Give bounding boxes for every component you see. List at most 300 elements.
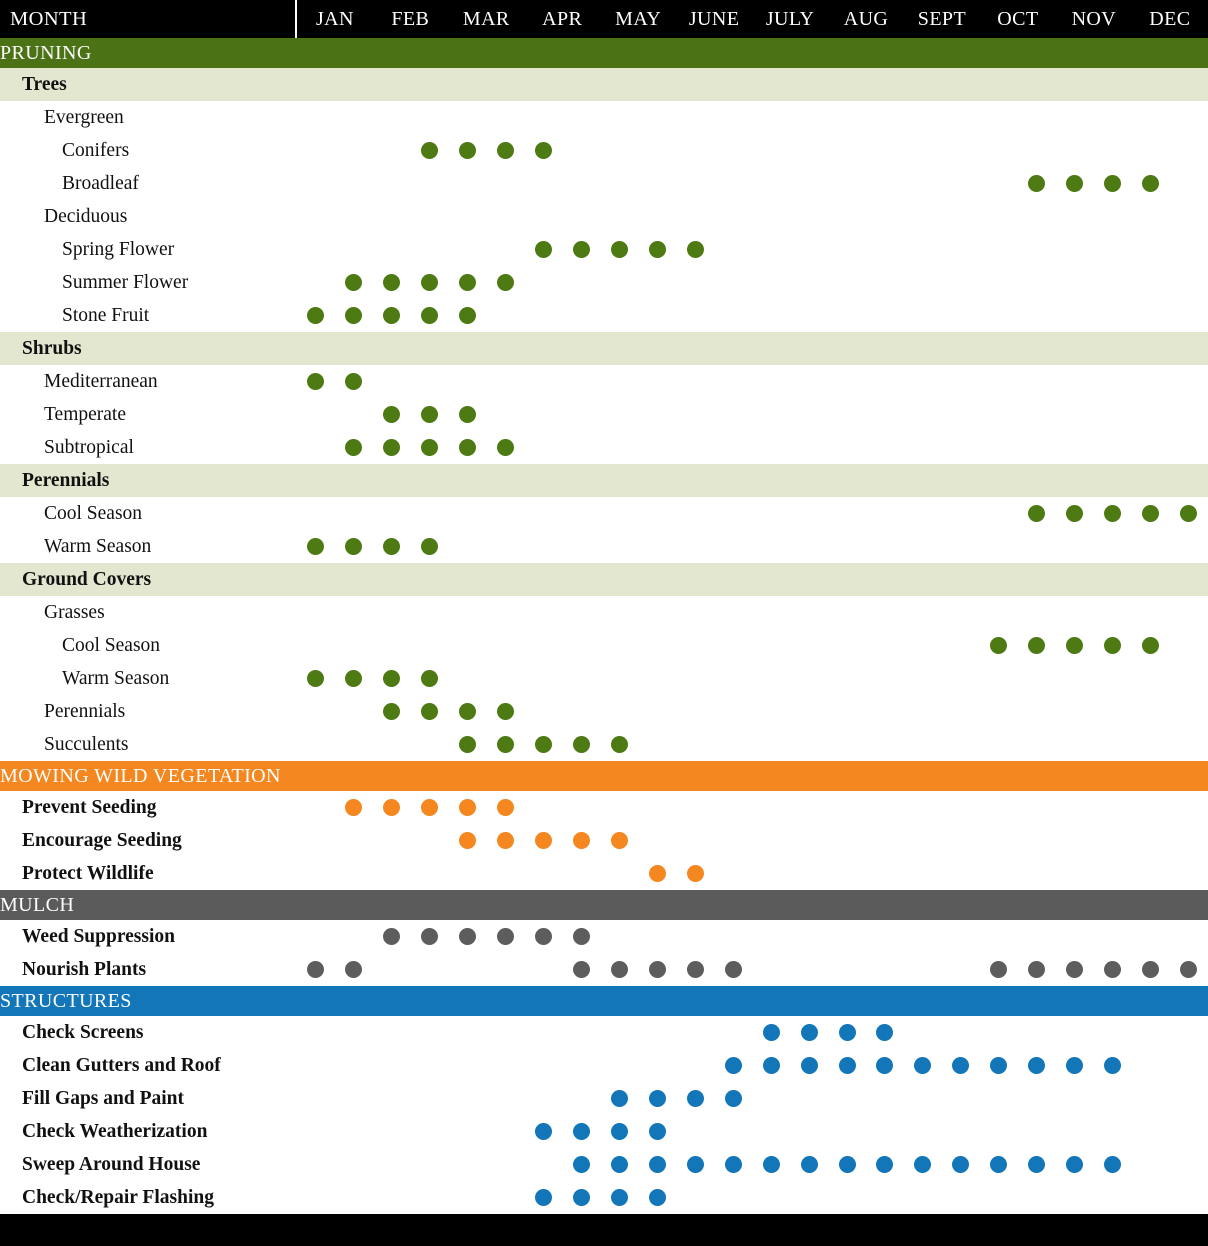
calendar-cell[interactable] xyxy=(296,365,334,398)
calendar-cell[interactable] xyxy=(714,497,752,530)
calendar-cell[interactable] xyxy=(334,791,372,824)
calendar-cell[interactable] xyxy=(676,791,714,824)
calendar-cell[interactable] xyxy=(1170,299,1208,332)
calendar-cell[interactable] xyxy=(486,1181,524,1214)
calendar-cell[interactable] xyxy=(714,662,752,695)
calendar-cell[interactable] xyxy=(638,530,676,563)
calendar-cell[interactable] xyxy=(980,398,1018,431)
calendar-cell[interactable] xyxy=(904,1049,942,1082)
calendar-cell[interactable] xyxy=(942,299,980,332)
calendar-cell[interactable] xyxy=(1094,662,1132,695)
calendar-cell[interactable] xyxy=(410,431,448,464)
calendar-cell[interactable] xyxy=(752,1115,790,1148)
calendar-cell[interactable] xyxy=(562,953,600,986)
calendar-cell[interactable] xyxy=(334,431,372,464)
calendar-cell[interactable] xyxy=(828,299,866,332)
calendar-cell[interactable] xyxy=(1056,953,1094,986)
calendar-cell[interactable] xyxy=(448,629,486,662)
calendar-cell[interactable] xyxy=(980,431,1018,464)
calendar-cell[interactable] xyxy=(486,1049,524,1082)
calendar-cell[interactable] xyxy=(448,299,486,332)
calendar-cell[interactable] xyxy=(638,1148,676,1181)
calendar-cell[interactable] xyxy=(904,431,942,464)
calendar-cell[interactable] xyxy=(904,167,942,200)
calendar-cell[interactable] xyxy=(1056,1115,1094,1148)
calendar-cell[interactable] xyxy=(410,695,448,728)
calendar-cell[interactable] xyxy=(562,728,600,761)
calendar-cell[interactable] xyxy=(714,266,752,299)
calendar-cell[interactable] xyxy=(1056,266,1094,299)
calendar-cell[interactable] xyxy=(1018,1082,1056,1115)
calendar-cell[interactable] xyxy=(448,1115,486,1148)
calendar-cell[interactable] xyxy=(334,1016,372,1049)
calendar-cell[interactable] xyxy=(600,497,638,530)
calendar-cell[interactable] xyxy=(524,1181,562,1214)
calendar-cell[interactable] xyxy=(980,1016,1018,1049)
calendar-cell[interactable] xyxy=(448,167,486,200)
calendar-cell[interactable] xyxy=(752,953,790,986)
calendar-cell[interactable] xyxy=(296,1049,334,1082)
calendar-cell[interactable] xyxy=(372,695,410,728)
calendar-cell[interactable] xyxy=(296,530,334,563)
calendar-cell[interactable] xyxy=(600,398,638,431)
calendar-cell[interactable] xyxy=(828,728,866,761)
calendar-cell[interactable] xyxy=(790,629,828,662)
calendar-cell[interactable] xyxy=(980,857,1018,890)
calendar-cell[interactable] xyxy=(562,134,600,167)
calendar-cell[interactable] xyxy=(486,629,524,662)
calendar-cell[interactable] xyxy=(866,398,904,431)
calendar-cell[interactable] xyxy=(828,167,866,200)
calendar-cell[interactable] xyxy=(486,920,524,953)
calendar-cell[interactable] xyxy=(638,167,676,200)
calendar-cell[interactable] xyxy=(448,431,486,464)
calendar-cell[interactable] xyxy=(372,1016,410,1049)
calendar-cell[interactable] xyxy=(752,857,790,890)
calendar-cell[interactable] xyxy=(904,1148,942,1181)
calendar-cell[interactable] xyxy=(904,791,942,824)
calendar-cell[interactable] xyxy=(1018,791,1056,824)
calendar-cell[interactable] xyxy=(562,431,600,464)
calendar-cell[interactable] xyxy=(1132,629,1170,662)
calendar-cell[interactable] xyxy=(904,695,942,728)
calendar-cell[interactable] xyxy=(486,662,524,695)
calendar-cell[interactable] xyxy=(372,398,410,431)
calendar-cell[interactable] xyxy=(1094,824,1132,857)
calendar-cell[interactable] xyxy=(1094,728,1132,761)
calendar-cell[interactable] xyxy=(828,1148,866,1181)
calendar-cell[interactable] xyxy=(714,1181,752,1214)
calendar-cell[interactable] xyxy=(486,497,524,530)
calendar-cell[interactable] xyxy=(410,1016,448,1049)
calendar-cell[interactable] xyxy=(1132,134,1170,167)
calendar-cell[interactable] xyxy=(410,497,448,530)
calendar-cell[interactable] xyxy=(676,299,714,332)
calendar-cell[interactable] xyxy=(1056,824,1094,857)
calendar-cell[interactable] xyxy=(562,1148,600,1181)
calendar-cell[interactable] xyxy=(448,857,486,890)
calendar-cell[interactable] xyxy=(562,398,600,431)
calendar-cell[interactable] xyxy=(828,1115,866,1148)
calendar-cell[interactable] xyxy=(1132,1181,1170,1214)
calendar-cell[interactable] xyxy=(296,1148,334,1181)
calendar-cell[interactable] xyxy=(942,431,980,464)
calendar-cell[interactable] xyxy=(1018,365,1056,398)
calendar-cell[interactable] xyxy=(790,398,828,431)
calendar-cell[interactable] xyxy=(410,1148,448,1181)
calendar-cell[interactable] xyxy=(1170,1115,1208,1148)
calendar-cell[interactable] xyxy=(296,431,334,464)
calendar-cell[interactable] xyxy=(676,1082,714,1115)
calendar-cell[interactable] xyxy=(562,233,600,266)
calendar-cell[interactable] xyxy=(1018,857,1056,890)
calendar-cell[interactable] xyxy=(486,791,524,824)
calendar-cell[interactable] xyxy=(638,728,676,761)
calendar-cell[interactable] xyxy=(296,824,334,857)
calendar-cell[interactable] xyxy=(714,791,752,824)
calendar-cell[interactable] xyxy=(1170,791,1208,824)
calendar-cell[interactable] xyxy=(1132,728,1170,761)
calendar-cell[interactable] xyxy=(638,1049,676,1082)
calendar-cell[interactable] xyxy=(524,431,562,464)
calendar-cell[interactable] xyxy=(1018,431,1056,464)
calendar-cell[interactable] xyxy=(904,233,942,266)
calendar-cell[interactable] xyxy=(296,497,334,530)
calendar-cell[interactable] xyxy=(638,953,676,986)
calendar-cell[interactable] xyxy=(486,398,524,431)
calendar-cell[interactable] xyxy=(296,791,334,824)
calendar-cell[interactable] xyxy=(1018,695,1056,728)
calendar-cell[interactable] xyxy=(1018,728,1056,761)
calendar-cell[interactable] xyxy=(562,695,600,728)
calendar-cell[interactable] xyxy=(866,233,904,266)
calendar-cell[interactable] xyxy=(1170,1016,1208,1049)
calendar-cell[interactable] xyxy=(334,728,372,761)
calendar-cell[interactable] xyxy=(1018,233,1056,266)
calendar-cell[interactable] xyxy=(676,1049,714,1082)
calendar-cell[interactable] xyxy=(486,1016,524,1049)
calendar-cell[interactable] xyxy=(448,728,486,761)
calendar-cell[interactable] xyxy=(828,497,866,530)
calendar-cell[interactable] xyxy=(448,497,486,530)
calendar-cell[interactable] xyxy=(676,629,714,662)
calendar-cell[interactable] xyxy=(1170,530,1208,563)
calendar-cell[interactable] xyxy=(486,953,524,986)
calendar-cell[interactable] xyxy=(486,695,524,728)
calendar-cell[interactable] xyxy=(486,1115,524,1148)
calendar-cell[interactable] xyxy=(1132,497,1170,530)
calendar-cell[interactable] xyxy=(904,299,942,332)
calendar-cell[interactable] xyxy=(1018,1115,1056,1148)
calendar-cell[interactable] xyxy=(1018,629,1056,662)
calendar-cell[interactable] xyxy=(980,1049,1018,1082)
calendar-cell[interactable] xyxy=(410,1181,448,1214)
calendar-cell[interactable] xyxy=(524,1082,562,1115)
calendar-cell[interactable] xyxy=(1170,134,1208,167)
calendar-cell[interactable] xyxy=(372,431,410,464)
calendar-cell[interactable] xyxy=(828,695,866,728)
calendar-cell[interactable] xyxy=(942,728,980,761)
calendar-cell[interactable] xyxy=(866,365,904,398)
calendar-cell[interactable] xyxy=(942,365,980,398)
calendar-cell[interactable] xyxy=(1094,953,1132,986)
calendar-cell[interactable] xyxy=(562,824,600,857)
calendar-cell[interactable] xyxy=(638,431,676,464)
calendar-cell[interactable] xyxy=(1056,365,1094,398)
calendar-cell[interactable] xyxy=(334,857,372,890)
calendar-cell[interactable] xyxy=(1094,365,1132,398)
calendar-cell[interactable] xyxy=(638,365,676,398)
calendar-cell[interactable] xyxy=(980,953,1018,986)
calendar-cell[interactable] xyxy=(448,530,486,563)
calendar-cell[interactable] xyxy=(828,530,866,563)
calendar-cell[interactable] xyxy=(828,233,866,266)
calendar-cell[interactable] xyxy=(790,1115,828,1148)
calendar-cell[interactable] xyxy=(486,233,524,266)
calendar-cell[interactable] xyxy=(866,1148,904,1181)
calendar-cell[interactable] xyxy=(866,1115,904,1148)
calendar-cell[interactable] xyxy=(372,662,410,695)
calendar-cell[interactable] xyxy=(524,167,562,200)
calendar-cell[interactable] xyxy=(372,824,410,857)
calendar-cell[interactable] xyxy=(790,1181,828,1214)
calendar-cell[interactable] xyxy=(448,398,486,431)
calendar-cell[interactable] xyxy=(638,233,676,266)
calendar-cell[interactable] xyxy=(638,857,676,890)
calendar-cell[interactable] xyxy=(1132,398,1170,431)
calendar-cell[interactable] xyxy=(562,1049,600,1082)
calendar-cell[interactable] xyxy=(942,1082,980,1115)
calendar-cell[interactable] xyxy=(486,299,524,332)
calendar-cell[interactable] xyxy=(410,530,448,563)
calendar-cell[interactable] xyxy=(828,134,866,167)
calendar-cell[interactable] xyxy=(714,134,752,167)
calendar-cell[interactable] xyxy=(676,1115,714,1148)
calendar-cell[interactable] xyxy=(1132,1082,1170,1115)
calendar-cell[interactable] xyxy=(448,1082,486,1115)
calendar-cell[interactable] xyxy=(524,824,562,857)
calendar-cell[interactable] xyxy=(334,1049,372,1082)
calendar-cell[interactable] xyxy=(1132,1148,1170,1181)
calendar-cell[interactable] xyxy=(334,1115,372,1148)
calendar-cell[interactable] xyxy=(828,824,866,857)
calendar-cell[interactable] xyxy=(904,629,942,662)
calendar-cell[interactable] xyxy=(296,299,334,332)
calendar-cell[interactable] xyxy=(334,629,372,662)
calendar-cell[interactable] xyxy=(790,824,828,857)
calendar-cell[interactable] xyxy=(1170,431,1208,464)
calendar-cell[interactable] xyxy=(600,365,638,398)
calendar-cell[interactable] xyxy=(1056,530,1094,563)
calendar-cell[interactable] xyxy=(1094,398,1132,431)
calendar-cell[interactable] xyxy=(1056,920,1094,953)
calendar-cell[interactable] xyxy=(334,695,372,728)
calendar-cell[interactable] xyxy=(562,1016,600,1049)
calendar-cell[interactable] xyxy=(904,398,942,431)
calendar-cell[interactable] xyxy=(372,365,410,398)
calendar-cell[interactable] xyxy=(752,1082,790,1115)
calendar-cell[interactable] xyxy=(752,662,790,695)
calendar-cell[interactable] xyxy=(1132,365,1170,398)
calendar-cell[interactable] xyxy=(790,431,828,464)
calendar-cell[interactable] xyxy=(1018,1148,1056,1181)
calendar-cell[interactable] xyxy=(372,1148,410,1181)
calendar-cell[interactable] xyxy=(942,824,980,857)
calendar-cell[interactable] xyxy=(600,1049,638,1082)
calendar-cell[interactable] xyxy=(638,299,676,332)
calendar-cell[interactable] xyxy=(714,167,752,200)
calendar-cell[interactable] xyxy=(790,1148,828,1181)
calendar-cell[interactable] xyxy=(1170,695,1208,728)
calendar-cell[interactable] xyxy=(942,1181,980,1214)
calendar-cell[interactable] xyxy=(524,266,562,299)
calendar-cell[interactable] xyxy=(1018,398,1056,431)
calendar-cell[interactable] xyxy=(828,791,866,824)
calendar-cell[interactable] xyxy=(1094,857,1132,890)
calendar-cell[interactable] xyxy=(486,431,524,464)
calendar-cell[interactable] xyxy=(1094,1181,1132,1214)
calendar-cell[interactable] xyxy=(714,398,752,431)
calendar-cell[interactable] xyxy=(828,662,866,695)
calendar-cell[interactable] xyxy=(752,167,790,200)
calendar-cell[interactable] xyxy=(524,497,562,530)
calendar-cell[interactable] xyxy=(828,1049,866,1082)
calendar-cell[interactable] xyxy=(676,134,714,167)
calendar-cell[interactable] xyxy=(448,266,486,299)
calendar-cell[interactable] xyxy=(1056,299,1094,332)
calendar-cell[interactable] xyxy=(1170,398,1208,431)
calendar-cell[interactable] xyxy=(790,728,828,761)
calendar-cell[interactable] xyxy=(676,1148,714,1181)
calendar-cell[interactable] xyxy=(752,497,790,530)
calendar-cell[interactable] xyxy=(676,497,714,530)
calendar-cell[interactable] xyxy=(980,1148,1018,1181)
calendar-cell[interactable] xyxy=(790,134,828,167)
calendar-cell[interactable] xyxy=(866,728,904,761)
calendar-cell[interactable] xyxy=(562,266,600,299)
calendar-cell[interactable] xyxy=(372,233,410,266)
calendar-cell[interactable] xyxy=(486,1082,524,1115)
calendar-cell[interactable] xyxy=(828,431,866,464)
calendar-cell[interactable] xyxy=(334,134,372,167)
calendar-cell[interactable] xyxy=(524,134,562,167)
calendar-cell[interactable] xyxy=(638,497,676,530)
calendar-cell[interactable] xyxy=(638,266,676,299)
calendar-cell[interactable] xyxy=(980,791,1018,824)
calendar-cell[interactable] xyxy=(904,662,942,695)
calendar-cell[interactable] xyxy=(562,497,600,530)
calendar-cell[interactable] xyxy=(486,857,524,890)
calendar-cell[interactable] xyxy=(448,1148,486,1181)
calendar-cell[interactable] xyxy=(866,167,904,200)
calendar-cell[interactable] xyxy=(980,629,1018,662)
calendar-cell[interactable] xyxy=(752,695,790,728)
calendar-cell[interactable] xyxy=(410,1049,448,1082)
calendar-cell[interactable] xyxy=(600,1148,638,1181)
calendar-cell[interactable] xyxy=(334,497,372,530)
calendar-cell[interactable] xyxy=(448,134,486,167)
calendar-cell[interactable] xyxy=(410,824,448,857)
calendar-cell[interactable] xyxy=(1056,629,1094,662)
calendar-cell[interactable] xyxy=(828,1181,866,1214)
calendar-cell[interactable] xyxy=(790,233,828,266)
calendar-cell[interactable] xyxy=(714,431,752,464)
calendar-cell[interactable] xyxy=(1132,662,1170,695)
calendar-cell[interactable] xyxy=(600,167,638,200)
calendar-cell[interactable] xyxy=(676,1016,714,1049)
calendar-cell[interactable] xyxy=(600,1181,638,1214)
calendar-cell[interactable] xyxy=(1018,497,1056,530)
calendar-cell[interactable] xyxy=(714,920,752,953)
calendar-cell[interactable] xyxy=(676,728,714,761)
calendar-cell[interactable] xyxy=(866,857,904,890)
calendar-cell[interactable] xyxy=(410,857,448,890)
calendar-cell[interactable] xyxy=(790,497,828,530)
calendar-cell[interactable] xyxy=(942,530,980,563)
calendar-cell[interactable] xyxy=(942,662,980,695)
calendar-cell[interactable] xyxy=(904,953,942,986)
calendar-cell[interactable] xyxy=(524,857,562,890)
calendar-cell[interactable] xyxy=(714,1115,752,1148)
calendar-cell[interactable] xyxy=(372,857,410,890)
calendar-cell[interactable] xyxy=(866,1049,904,1082)
calendar-cell[interactable] xyxy=(1018,953,1056,986)
calendar-cell[interactable] xyxy=(1170,1082,1208,1115)
calendar-cell[interactable] xyxy=(600,824,638,857)
calendar-cell[interactable] xyxy=(1094,791,1132,824)
calendar-cell[interactable] xyxy=(1170,629,1208,662)
calendar-cell[interactable] xyxy=(1094,1049,1132,1082)
calendar-cell[interactable] xyxy=(828,920,866,953)
calendar-cell[interactable] xyxy=(486,167,524,200)
calendar-cell[interactable] xyxy=(942,1148,980,1181)
calendar-cell[interactable] xyxy=(752,365,790,398)
calendar-cell[interactable] xyxy=(372,728,410,761)
calendar-cell[interactable] xyxy=(790,1049,828,1082)
calendar-cell[interactable] xyxy=(1132,266,1170,299)
calendar-cell[interactable] xyxy=(448,953,486,986)
calendar-cell[interactable] xyxy=(562,365,600,398)
calendar-cell[interactable] xyxy=(524,233,562,266)
calendar-cell[interactable] xyxy=(600,134,638,167)
calendar-cell[interactable] xyxy=(866,1181,904,1214)
calendar-cell[interactable] xyxy=(334,662,372,695)
calendar-cell[interactable] xyxy=(676,398,714,431)
calendar-cell[interactable] xyxy=(296,695,334,728)
calendar-cell[interactable] xyxy=(448,695,486,728)
calendar-cell[interactable] xyxy=(790,662,828,695)
calendar-cell[interactable] xyxy=(638,662,676,695)
calendar-cell[interactable] xyxy=(296,629,334,662)
calendar-cell[interactable] xyxy=(372,920,410,953)
calendar-cell[interactable] xyxy=(524,398,562,431)
calendar-cell[interactable] xyxy=(866,920,904,953)
calendar-cell[interactable] xyxy=(1056,1181,1094,1214)
calendar-cell[interactable] xyxy=(410,728,448,761)
calendar-cell[interactable] xyxy=(752,398,790,431)
calendar-cell[interactable] xyxy=(1056,497,1094,530)
calendar-cell[interactable] xyxy=(752,299,790,332)
calendar-cell[interactable] xyxy=(1170,266,1208,299)
calendar-cell[interactable] xyxy=(600,662,638,695)
calendar-cell[interactable] xyxy=(1094,266,1132,299)
calendar-cell[interactable] xyxy=(866,629,904,662)
calendar-cell[interactable] xyxy=(942,1016,980,1049)
calendar-cell[interactable] xyxy=(866,695,904,728)
calendar-cell[interactable] xyxy=(790,530,828,563)
calendar-cell[interactable] xyxy=(562,629,600,662)
calendar-cell[interactable] xyxy=(866,497,904,530)
